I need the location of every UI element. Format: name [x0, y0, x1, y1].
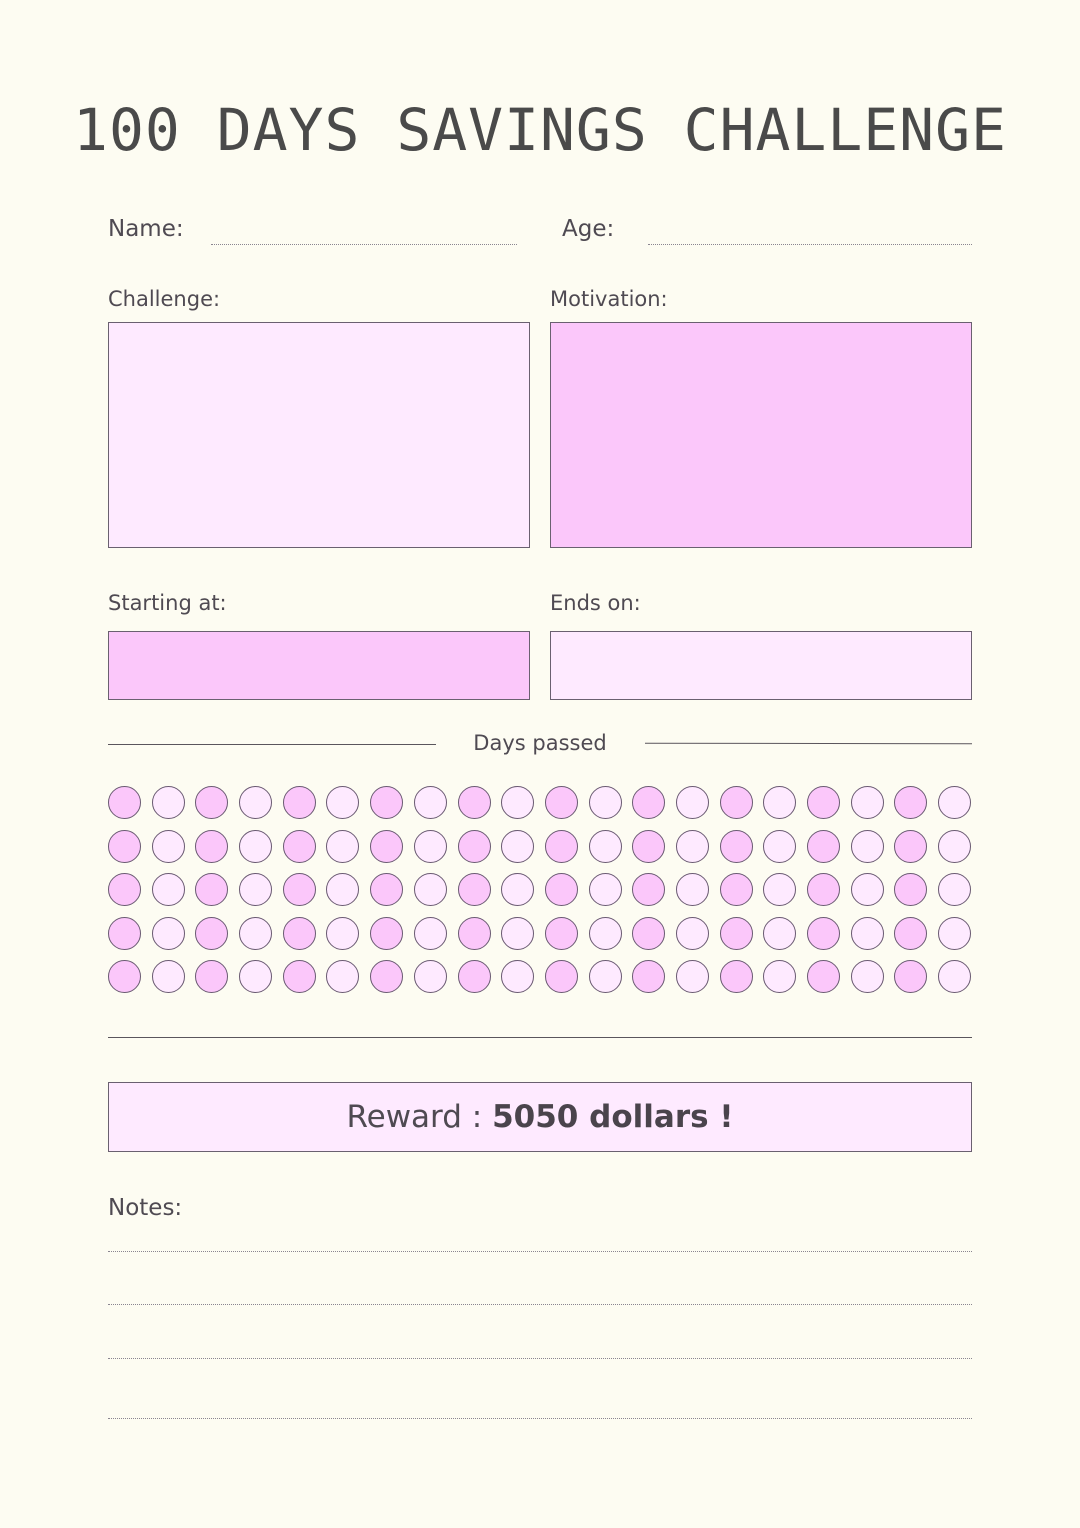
day-circle[interactable] [589, 830, 622, 863]
day-circle[interactable] [501, 786, 534, 819]
day-circle[interactable] [763, 960, 796, 993]
day-circle[interactable] [195, 917, 228, 950]
day-circle[interactable] [720, 830, 753, 863]
day-circle[interactable] [938, 917, 971, 950]
day-circle[interactable] [851, 830, 884, 863]
day-circle[interactable] [501, 873, 534, 906]
notes-line[interactable] [108, 1251, 972, 1252]
day-circle[interactable] [414, 786, 447, 819]
day-circle[interactable] [676, 960, 709, 993]
day-circle[interactable] [501, 830, 534, 863]
day-circle[interactable] [763, 786, 796, 819]
day-circle[interactable] [326, 786, 359, 819]
day-circle[interactable] [152, 786, 185, 819]
day-circle[interactable] [720, 873, 753, 906]
day-circle[interactable] [851, 960, 884, 993]
day-circle[interactable] [239, 960, 272, 993]
day-circle[interactable] [239, 830, 272, 863]
day-circle[interactable] [807, 917, 840, 950]
ends-box[interactable] [550, 631, 972, 700]
day-circle[interactable] [545, 960, 578, 993]
day-circle[interactable] [894, 960, 927, 993]
day-circle[interactable] [414, 960, 447, 993]
day-circle[interactable] [195, 873, 228, 906]
day-circle[interactable] [108, 873, 141, 906]
reward-amount: 5050 dollars ! [492, 1099, 734, 1135]
notes-line[interactable] [108, 1418, 972, 1419]
day-circle[interactable] [894, 786, 927, 819]
ends-label: Ends on: [550, 591, 641, 615]
day-circle[interactable] [283, 830, 316, 863]
day-circle[interactable] [589, 917, 622, 950]
day-circle[interactable] [458, 917, 491, 950]
day-circle[interactable] [938, 786, 971, 819]
day-circle[interactable] [807, 830, 840, 863]
name-field[interactable] [211, 244, 517, 245]
day-circle[interactable] [676, 786, 709, 819]
day-circle[interactable] [763, 917, 796, 950]
day-circle[interactable] [326, 917, 359, 950]
notes-label: Notes: [108, 1195, 183, 1221]
day-circle[interactable] [938, 830, 971, 863]
day-circle[interactable] [458, 960, 491, 993]
day-circle[interactable] [239, 873, 272, 906]
day-circle[interactable] [239, 917, 272, 950]
starting-label: Starting at: [108, 591, 227, 615]
day-circle[interactable] [632, 873, 665, 906]
day-circle[interactable] [807, 786, 840, 819]
days-tracker-grid [108, 786, 972, 993]
day-circle[interactable] [195, 786, 228, 819]
day-circle[interactable] [414, 873, 447, 906]
day-circle[interactable] [326, 960, 359, 993]
reward-box [108, 1082, 972, 1152]
day-circle[interactable] [370, 960, 403, 993]
day-circle[interactable] [589, 786, 622, 819]
day-circle[interactable] [283, 873, 316, 906]
day-circle[interactable] [152, 960, 185, 993]
day-circle[interactable] [370, 786, 403, 819]
day-circle[interactable] [676, 917, 709, 950]
day-circle[interactable] [894, 917, 927, 950]
day-circle[interactable] [108, 786, 141, 819]
day-circle[interactable] [938, 960, 971, 993]
day-circle[interactable] [108, 830, 141, 863]
day-circle[interactable] [370, 830, 403, 863]
day-circle[interactable] [152, 873, 185, 906]
day-circle[interactable] [589, 960, 622, 993]
day-circle[interactable] [195, 830, 228, 863]
day-circle[interactable] [326, 873, 359, 906]
day-circle[interactable] [414, 917, 447, 950]
day-circle[interactable] [283, 786, 316, 819]
day-circle[interactable] [326, 830, 359, 863]
divider-bottom [108, 1037, 972, 1038]
day-circle[interactable] [894, 830, 927, 863]
notes-line[interactable] [108, 1304, 972, 1305]
day-circle[interactable] [108, 960, 141, 993]
day-circle[interactable] [501, 960, 534, 993]
age-label: Age: [562, 216, 615, 242]
day-circle[interactable] [458, 873, 491, 906]
divider-right [645, 743, 972, 745]
day-circle[interactable] [545, 830, 578, 863]
day-circle[interactable] [676, 873, 709, 906]
day-circle[interactable] [632, 786, 665, 819]
challenge-box[interactable] [108, 322, 530, 548]
day-circle[interactable] [720, 786, 753, 819]
motivation-label: Motivation: [550, 287, 668, 311]
day-circle[interactable] [152, 830, 185, 863]
divider-left [108, 744, 436, 745]
challenge-label: Challenge: [108, 287, 221, 311]
reward-text [346, 1099, 733, 1135]
motivation-box[interactable] [550, 322, 972, 548]
day-circle[interactable] [501, 917, 534, 950]
age-field[interactable] [648, 244, 972, 245]
day-circle[interactable] [545, 917, 578, 950]
day-circle[interactable] [283, 960, 316, 993]
day-circle[interactable] [152, 917, 185, 950]
day-circle[interactable] [632, 960, 665, 993]
day-circle[interactable] [851, 873, 884, 906]
day-circle[interactable] [720, 960, 753, 993]
day-circle[interactable] [370, 873, 403, 906]
day-circle[interactable] [763, 873, 796, 906]
page-title: 100 DAYS SAVINGS CHALLENGE [73, 96, 1007, 164]
day-circle[interactable] [458, 786, 491, 819]
day-circle[interactable] [545, 873, 578, 906]
reward-prefix: Reward : [346, 1099, 493, 1135]
day-circle[interactable] [589, 873, 622, 906]
day-circle[interactable] [632, 917, 665, 950]
day-circle[interactable] [938, 873, 971, 906]
day-circle[interactable] [458, 830, 491, 863]
day-circle[interactable] [807, 873, 840, 906]
day-circle[interactable] [239, 786, 272, 819]
day-circle[interactable] [894, 873, 927, 906]
day-circle[interactable] [195, 960, 228, 993]
day-circle[interactable] [283, 917, 316, 950]
starting-box[interactable] [108, 631, 530, 700]
day-circle[interactable] [108, 917, 141, 950]
day-circle[interactable] [545, 786, 578, 819]
day-circle[interactable] [851, 786, 884, 819]
day-circle[interactable] [632, 830, 665, 863]
day-circle[interactable] [676, 830, 709, 863]
day-circle[interactable] [851, 917, 884, 950]
day-circle[interactable] [414, 830, 447, 863]
day-circle[interactable] [720, 917, 753, 950]
days-passed-label: Days passed [473, 731, 607, 755]
day-circle[interactable] [807, 960, 840, 993]
day-circle[interactable] [763, 830, 796, 863]
day-circle[interactable] [370, 917, 403, 950]
name-label: Name: [108, 216, 184, 242]
notes-line[interactable] [108, 1358, 972, 1359]
